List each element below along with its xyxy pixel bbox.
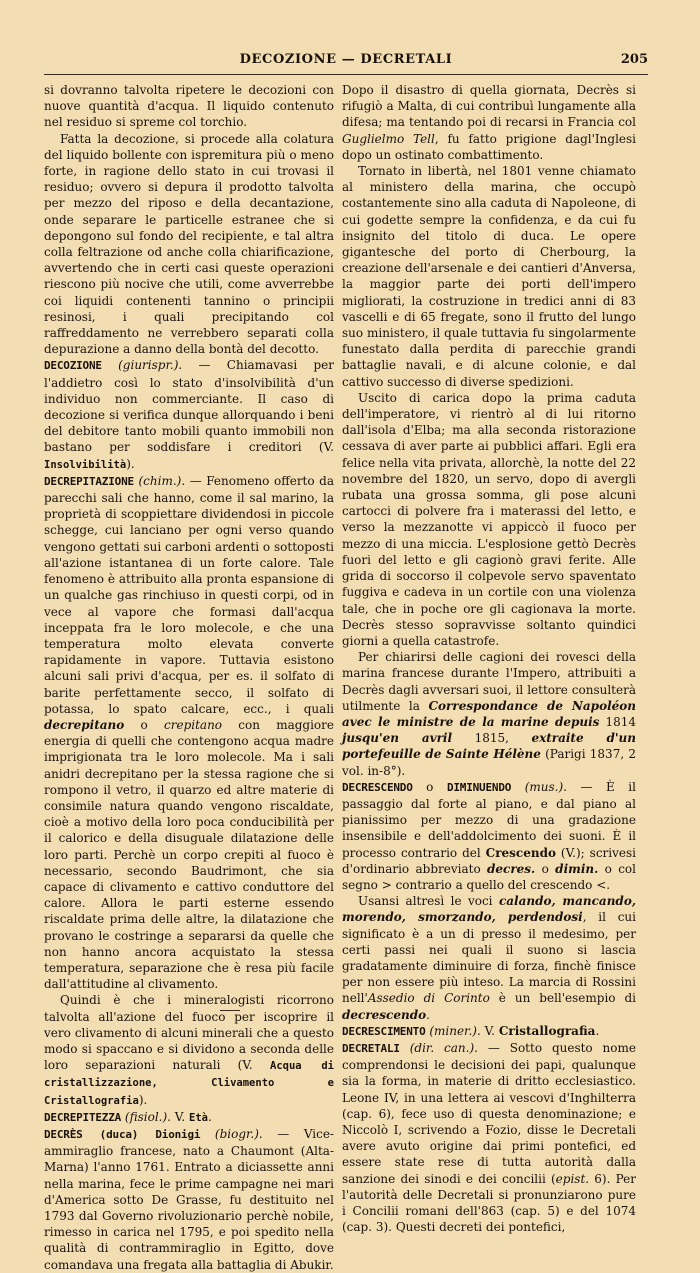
entry-text: , fu fatto prigione dagl'Inglesi dopo un ostinato combattimento. <box>342 131 636 162</box>
abbreviation: (biogr.) <box>214 1127 259 1141</box>
abbreviation: (giurispr.) <box>118 358 179 373</box>
entry-text: è un bell'esempio di <box>489 991 637 1006</box>
entry-text: Quindi è che i mineralogisti ricorrono talvolta all'azione del fuoco per iscoprire il vero clivamento di alcuni minerali che a questo modo si spaccano e si dividono a seconda delle loro separazioni naturali (V. <box>44 993 334 1073</box>
paragraph: Fatta la decozione, si procede alla colatura del liquido bollente con ispremitura più o meno forte, in ragione dello stato in cui trovasi il residuo; ovvero si depura il prodotto talvolta per mezzo del riposo e della decantazione, onde separare le particelle estranee che si depongono sul fondo del recipiente, e tal altra colla feltrazione od anche colla chiarificazione, avvertendo che in certi casi queste operazioni riescono più nocive che utili, come avverrebbe coi liquidi contenenti tannino o principii resinosi, i quali precipitando col raffreddamento ne verrebbero separati colla depurazione a danno della bontà del decotto. <box>44 131 334 357</box>
entry-text: . — Chiamavasi per l'addietro così lo stato d'insolvibilità d'un individuo non commerciante. Il caso di decozione si verifica dunque allorquando i beni del debitore tanto mobili quanto immobili non bastano per soddisfare i creditori (V. <box>44 358 334 455</box>
left-column <box>44 82 334 1273</box>
abbreviation: (chim.) <box>138 473 182 488</box>
cross-reference: Insolvibilità <box>44 458 127 471</box>
divider <box>220 1010 240 1011</box>
entry-decrescimento: DECRESCIMENTO (miner.). V. Cristallografia. <box>342 1023 600 1038</box>
running-head: DECOZIONE — DECRETALI <box>239 52 453 67</box>
entry-text: . — È il passaggio dal forte al piano, e dal piano al pianissimo per mezzo di una gradazione insensibile e dell'addolcimento dei suoni. È il processo contrario del <box>342 779 636 860</box>
italic-term: epist. <box>555 1171 590 1186</box>
headword: DECRÈS (duca) Dionigi <box>44 1128 201 1141</box>
entry-text: . — Vice-ammiraglio francese, nato a Chaumont (Alta-Marna) l'anno 1761. Entrato a diciassette anni nella marina, fece le prime campagne nei mari d'America sotto De Grasse, fu destituito nel 1793 dal Governo rivoluzionario perchè nobile, rimesso in carica nel 1795, e poi spedito nella qualità di contrammiraglio in Egitto, dove comandava una fregata alla battaglia di Abukir. <box>44 1127 334 1272</box>
page-header <box>44 52 648 75</box>
headword: DECREPITEZZA <box>44 1110 122 1124</box>
italic-term: jusqu'en avril <box>342 731 453 746</box>
italic-term: dimin. <box>555 861 599 876</box>
entry-decrepitezza: DECREPITEZZA (fisiol.). V. Età. <box>44 1109 212 1124</box>
entry-text: o col segno > contrario a quello del crescendo <. <box>342 861 636 892</box>
entry-text: 1815, <box>452 731 532 746</box>
entry-text: o <box>412 779 447 794</box>
cross-reference: Crescendo <box>485 845 556 860</box>
entry-text: o <box>535 861 556 876</box>
entry-decozione-giurispr: DECOZIONE (giurispr.). — Chiamavasi per l'addietro così lo stato d'insolvibilità d'un individuo non commerciante. Il caso di decozione si verifica dunque allorquando i beni del debitore tanto mobili quanto immobili non bastano per soddisfare i creditori (V. Insolvibilità). <box>44 358 334 471</box>
italic-term: decrescendo <box>342 1007 427 1022</box>
entry-text: con maggiore energia di quelli che contengono acqua madre imprigionata tra le loro molecole. Ma i sali anidri decrepitano per la stessa ragione che si rompono il vetro, il quarzo ed altre materie di consimile natura quando vengono riscaldate, cioè a motivo della loro poca conducibilità per il calorico e della disuguale dilatazione delle loro parti. Perchè un corpo crepiti al fuoco è necessario, secondo Baudrimont, che sia capace di clivamento e cattivo conduttore del calore. Allora le parti esterne essendo riscaldate prima delle altre, la dilatazione che provano le costringe a separarsi da quelle che non hanno ancora acquistato la stessa temperatura, separazione che è resa più facile dall'attitudine al clivamento. <box>44 717 334 992</box>
abbreviation: (miner.) <box>429 1023 477 1038</box>
paragraph: Usansi altresì le voci calando, mancando, morendo, smorzando, perdendosi, il cui significato è a un di presso il medesimo, per certi passi nei quali il suono si lascia gradatamente diminuire di forza, finchè finisce per non essere più inteso. La marcia di Rossini nell'Assedio di Corinto è un bell'esempio di decrescendo. <box>342 894 637 1022</box>
italic-term: extraite d'un portefeuille de Sainte Hélène <box>342 731 636 762</box>
entry-text: (V.); scrivesi d'ordinario abbreviato <box>342 845 636 876</box>
entry-decrescendo <box>342 779 636 893</box>
entry-text: , il cui significato è a un di presso il medesimo, per certi passi nei quali il suono si lascia gradatamente diminuire di forza, finchè finisce per non essere più inteso. La marcia di Rossini nell' <box>342 910 636 1006</box>
abbreviation: (dir. can.) <box>409 1040 475 1055</box>
paragraph: si dovranno talvolta ripetere le decozioni con nuove quantità d'acqua. Il liquido contenuto nel residuo si spreme col torchio. <box>44 83 334 130</box>
cross-reference: Età <box>189 1111 208 1124</box>
entry-decrepitazione <box>44 473 334 993</box>
page-number: 205 <box>620 52 648 67</box>
entry-text: o <box>124 717 165 732</box>
entry-decres <box>44 1126 334 1273</box>
paragraph: Tornato in libertà, nel 1801 venne chiamato al ministero della marina, che occupò costantemente sino alla caduta di Napoleone, di cui godette sempre la confidenza, e da cui fu insignito del titolo di duca. Le opere gigantesche del porto di Cherbourg, la creazione dell'arsenale e dei cantieri d'Anversa, la maggior parte dei porti dell'impero migliorati, la costruzione in tredici anni di 83 vascelli e di 65 fregate, sono il frutto del lungo suo ministero, il quale tuttavia fu singolarmente funestato dalla perdita di parecchie grandi battaglie navali, e di alcune colonie, e dal cattivo successo di diverse spedizioni. <box>342 164 636 389</box>
abbreviation: (mus.) <box>524 779 564 794</box>
entry-text: . — Sotto questo nome comprendonsi le decisioni dei papi, qualunque sia la forma, in materie di dritto ecclesiastico. Leone IV, in una lettera ai vescovi d'Inghilterra (cap. 6), fece uso di questa denominazione; e Niccolò I, scrivendo a Fozio, disse le Decretali avere avuto origine dai primi pontefici, ed essere state rese di tutta autorità dalla sanzione dei sinodi e dei concilii ( <box>342 1040 636 1186</box>
italic-term: decres. <box>487 861 536 876</box>
paragraph: Quindi è che i mineralogisti ricorrono talvolta all'azione del fuoco per iscoprire il vero clivamento di alcuni minerali che a questo modo si spaccano e si dividono a seconda delle loro separazioni naturali (V. Acqua di cristallizzazione, Clivamento e Cristallografia). <box>44 993 334 1107</box>
italic-term: decrepitano <box>44 717 125 732</box>
entry-text: Dopo il disastro di quella giornata, Decrès si rifugiò a Malta, di cui contribuì lungamente alla difesa; ma tentando poi di recarsi in Francia col <box>342 83 636 130</box>
entry-text: 1814 <box>599 714 636 729</box>
paragraph <box>342 649 636 779</box>
headword: DECREPITAZIONE <box>44 474 134 488</box>
entry-text: . V. <box>167 1109 186 1124</box>
italic-term: Guglielmo Tell <box>342 131 435 146</box>
italic-term: Assedio di Corinto <box>367 991 490 1006</box>
headword: DECRETALI <box>342 1041 400 1055</box>
cross-reference: Cristallografia <box>498 1023 596 1038</box>
entry-text: Per chiarirsi delle cagioni dei rovesci della marina francese durante l'Impero, attribuiti a Decrès dagli avversari suoi, il lettore consulterà utilmente la <box>342 650 636 713</box>
headword: DECRESCENDO <box>342 780 413 794</box>
entry-text: 6). Per l'autorità delle Decretali si pronunziarono pure i Concilii romani dell'863 (cap. 5) e del 1074 (cap. 3). Questi decreti dei pontefici, <box>342 1171 636 1235</box>
italic-term: crepitano <box>164 717 223 732</box>
entry-decretali <box>342 1040 636 1235</box>
cross-reference: Acqua di cristallizzazione, Clivamento e Cristallografia <box>44 1060 334 1107</box>
italic-term: Correspondance de Napoléon avec le ministre de la marine depuis <box>342 698 636 729</box>
right-column <box>342 82 636 1235</box>
italic-term: calando, mancando, morendo, smorzando, perdendosi <box>342 894 636 925</box>
headword: DIMINUENDO <box>446 780 512 794</box>
headword: DECOZIONE <box>44 359 102 373</box>
headword: DECRESCIMENTO <box>342 1024 426 1038</box>
abbreviation: (fisiol.) <box>124 1109 168 1124</box>
entry-text: . V. <box>476 1023 495 1038</box>
entry-text: (Parigi 1837, 2 vol. in-8°). <box>342 747 636 778</box>
paragraph: Uscito di carica dopo la prima caduta dell'imperatore, vi rientrò al di lui ritorno dall'isola d'Elba; ma alla seconda ristorazione cessava di aver parte ai pubblici affari. Egli era felice nella vita privata, allorchè, la notte del 22 novembre del 1820, un servo, dopo di avergli rubata una grossa somma, gli pose alcuni cartocci di polvere fra i materassi del letto, e verso la mezzanotte vi appiccò il fuoco per mezzo di una miccia. L'esplosione gettò Decrès fuori del letto e gli cagionò gravi ferite. Alle grida di soccorso il colpevole servo spaventato fuggiva e cadeva in un cortile con una violenza tale, che in poche ore gli cagionava la morte. Decrès stesso sopravvisse soltanto quindici giorni a quella catastrofe. <box>342 390 636 648</box>
entry-text: Usansi altresì le voci <box>358 894 493 909</box>
paragraph <box>342 82 636 163</box>
entry-text: . — Fenomeno offerto da parecchi sali che hanno, come il sal marino, la proprietà di scoppiettare dividendosi in piccole schegge, cui lanciano per ogni verso quando vengono gettati sui carboni ardenti o sottoposti all'azione istantanea di un forte calore. Tale fenomeno è attribuito alla pronta espansione di un qualche gas rinchiuso in questi corpi, od in vece al vapore che formasi dall'acqua inceppata fra le loro molecole, e che una temperatura molto elevata converte rapidamente in vapore. Tuttavia esistono alcuni sali privi d'acqua, per es. il solfato di barite perfettamente secco, il solfato di potassa, lo spato calcare, ecc., i quali <box>44 473 334 716</box>
